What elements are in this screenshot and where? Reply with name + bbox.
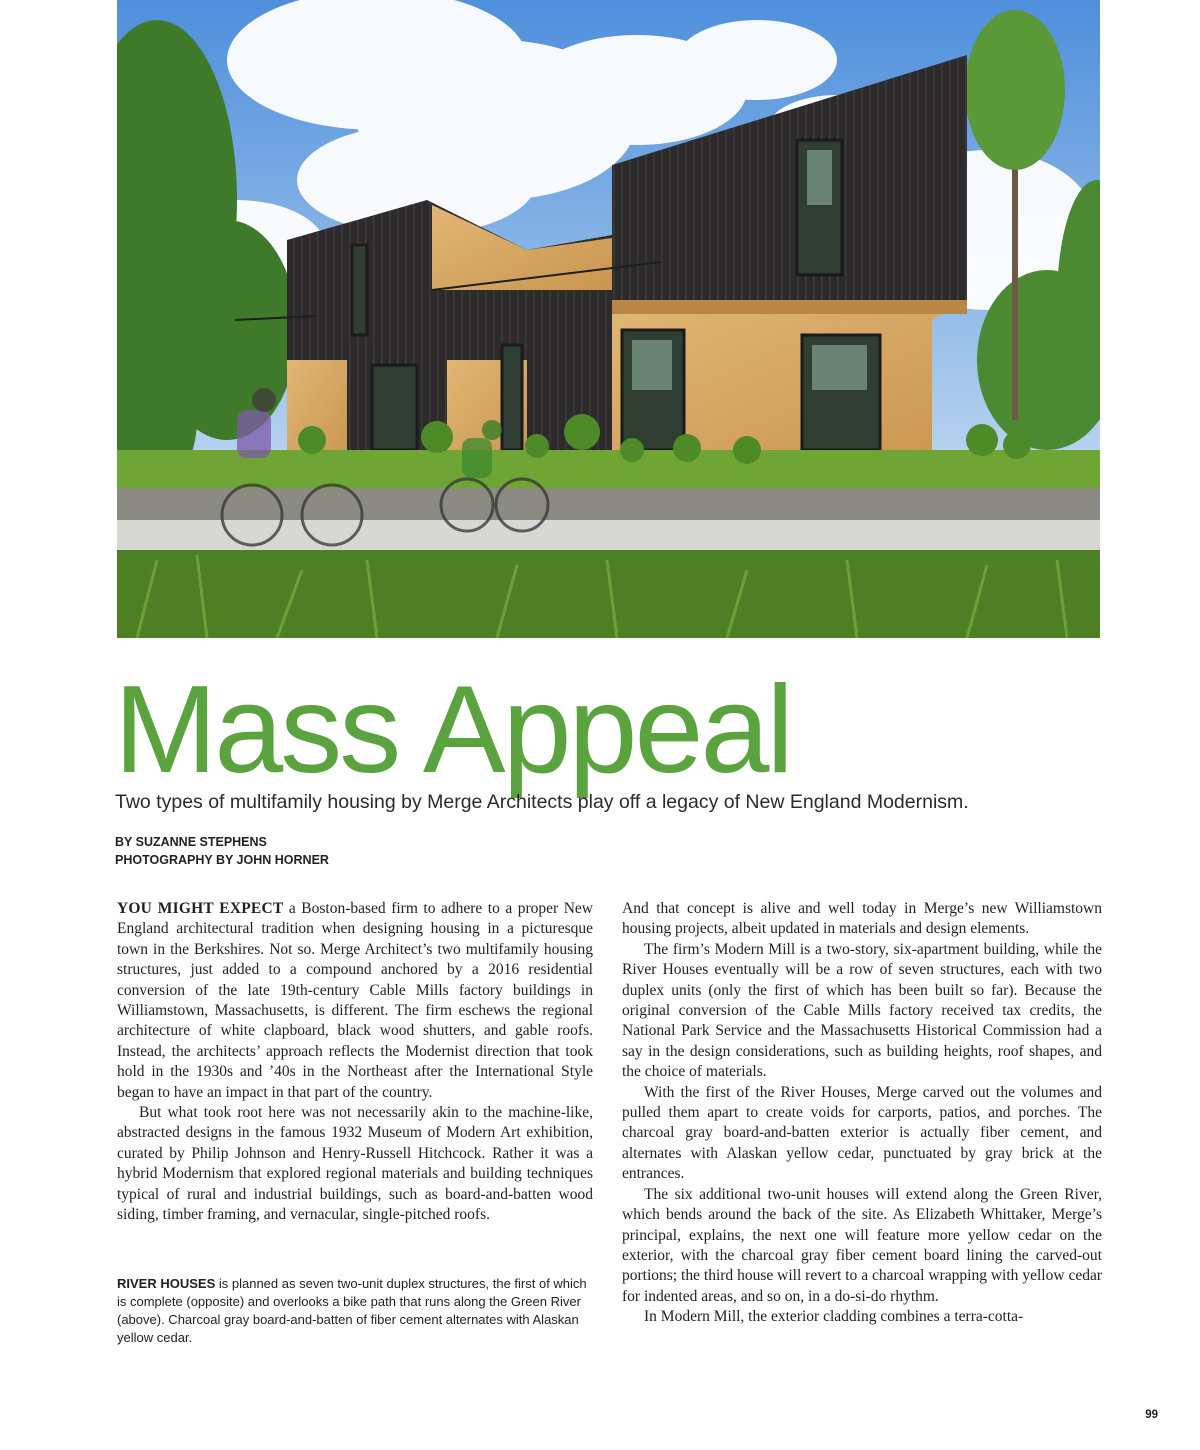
body-column-left [117,899,593,1226]
body-paragraph: In Modern Mill, the exterior cladding combines a terra-cotta- [644,1308,1024,1326]
page-number: 99 [1145,1409,1158,1421]
paragraph-text: a Boston-based firm to adhere to a proper New England architectural tradition when designing housing in a picturesque town in the Berkshires. Not so. Merge Architect’s two multifamily housing structures, just added to a compound anchored by a 2016 residential conversion of the late 19th-century Cable Mills factory buildings in Williamstown, Massachusetts, is different. The firm eschews the regional architecture of white clapboard, black wood shutters, and gable roofs. Instead, the architects’ approach reflects the Modernist direction that took hold in the 1930s and ’40s in the Northeast after the International Style began to have an impact in that part of the country. [117,900,593,1101]
body-paragraph: The firm’s Modern Mill is a two-story, six-apartment building, while the River Houses eventually will be a row of seven structures, each with two duplex units (only the first of which has been built so far). Because the original conversion of the Cable Mills factory received tax credits, the National Park Service and the Massachusetts Historical Commission had a say in the design considerations, such as building heights, roof shapes, and the choice of materials. [622,940,1102,1081]
river-houses-photo [117,0,1100,638]
byline: BY SUZANNE STEPHENS [115,835,267,849]
deck-subtitle: Two types of multifamily housing by Merge Architects play off a legacy of New England Modernism. [115,791,969,813]
body-paragraph: With the first of the River Houses, Merge carved out the volumes and pulled them apart to create voids for carports, patios, and porches. The charcoal gray board-and-batten exterior is actually fiber cement, and alternates with Alaskan yellow cedar, punctuated by gray brick at the entrances. [622,1083,1102,1183]
photo-credit: PHOTOGRAPHY BY JOHN HORNER [115,853,329,867]
hero-photo [117,0,1100,638]
body-paragraph [117,899,593,1103]
body-column-right [622,899,1102,1328]
photo-caption [117,1275,595,1347]
credits [115,833,329,869]
stone-wall [117,488,1100,524]
bike-path [117,520,1100,555]
body-paragraph: And that concept is alive and well today in Merge’s new Williamstown housing projects, albeit updated in materials and design elements. [622,900,1102,938]
headline: Mass Appeal [114,661,791,799]
caption-lead: RIVER HOUSES [117,1276,216,1291]
body-paragraph: The six additional two-unit houses will extend along the Green River, which bends around the back of the site. As Elizabeth Whittaker, Merge’s principal, explains, the next one will feature more yellow cedar on the exterior, with the charcoal gray fiber cement board lining the carved-out portions; the third house will revert to a charcoal wrapping with yellow cedar for indented areas, and so on, in a do-si-do rhythm. [622,1185,1102,1305]
lead-in: YOU MIGHT EXPECT [117,900,284,917]
caption-text: is planned as seven two-unit duplex structures, the first of which is complete (opposite) and overlooks a bike path that runs along the Green River (above). Charcoal gray board-and-batten of fiber cement alternates with Alaskan yellow cedar. [117,1276,587,1345]
body-paragraph: But what took root here was not necessarily akin to the machine-like, abstracted designs in the famous 1932 Museum of Modern Art exhibition, curated by Philip Johnson and Henry-Russell Hitchcock. Rather it was a hybrid Modernism that explored regional materials and building techniques typical of rural and industrial buildings, such as board-and-batten wood siding, timber framing, and vernacular, single-pitched roofs. [117,1104,593,1224]
